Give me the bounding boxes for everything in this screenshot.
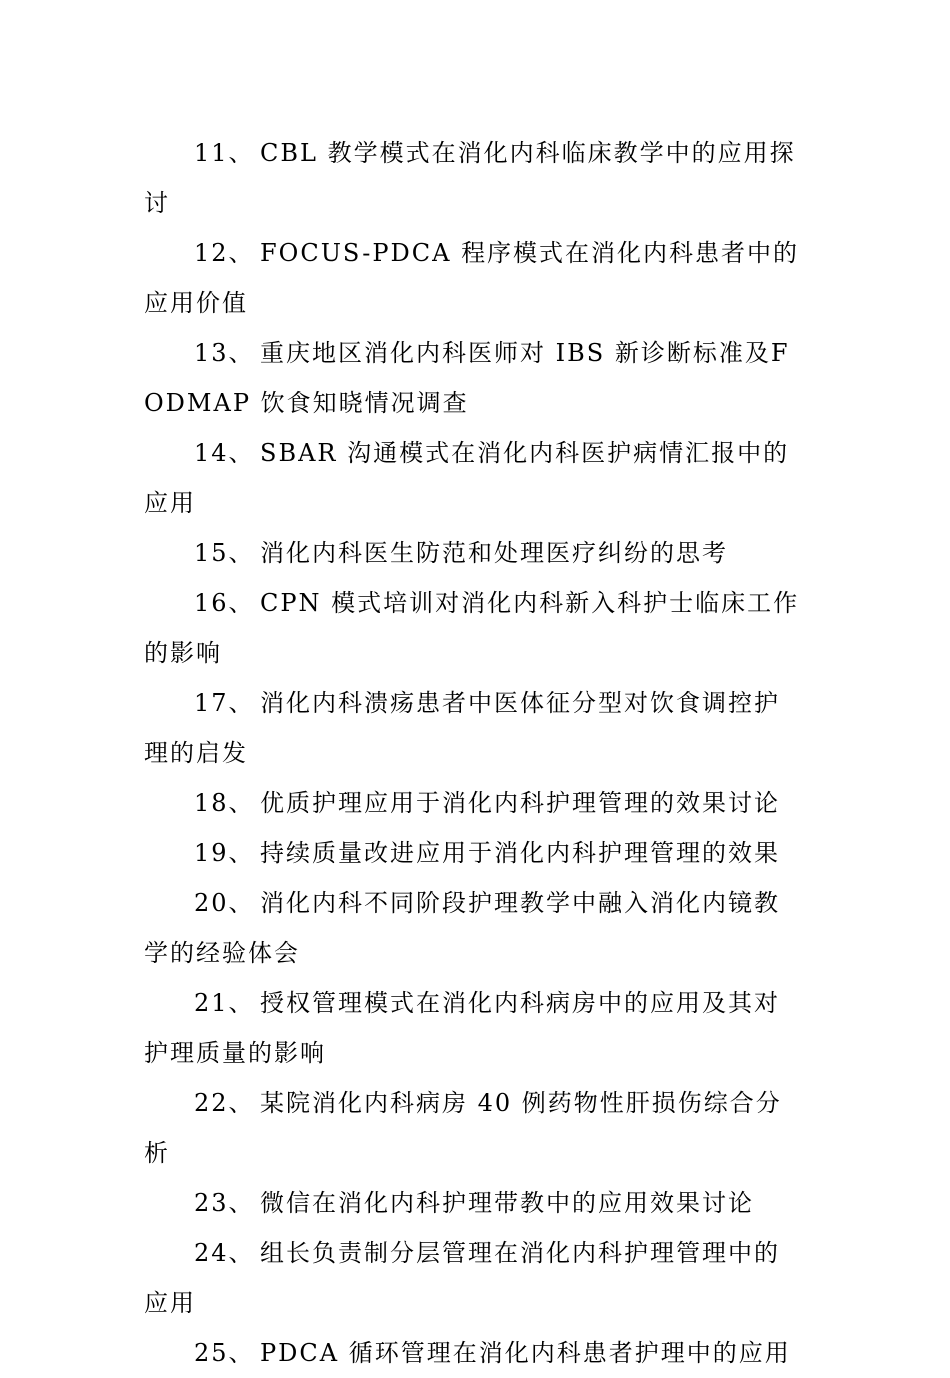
item-text: 微信在消化内科护理带教中的应用效果讨论	[260, 1189, 754, 1217]
item-text: FOCUS-PDCA 程序模式在消化内科患者中的应用价值	[144, 239, 800, 317]
item-text: 消化内科医生防范和处理医疗纠纷的思考	[260, 539, 728, 567]
item-number: 11、	[194, 139, 255, 167]
item-text: 消化内科溃疡患者中医体征分型对饮食调控护理的启发	[144, 689, 780, 767]
item-text: PDCA 循环管理在消化内科患者护理中的应用	[260, 1339, 791, 1367]
list-item	[144, 778, 804, 828]
item-text: 持续质量改进应用于消化内科护理管理的效果	[260, 839, 780, 867]
list-item	[144, 428, 804, 528]
list-item	[144, 528, 804, 578]
item-number: 15、	[194, 539, 255, 567]
list-item	[144, 1228, 804, 1328]
item-number: 22、	[194, 1089, 255, 1117]
item-number: 16、	[194, 589, 255, 617]
item-number: 19、	[194, 839, 255, 867]
list-item	[144, 1178, 804, 1228]
item-text: 授权管理模式在消化内科病房中的应用及其对护理质量的影响	[144, 989, 780, 1067]
item-number: 23、	[194, 1189, 255, 1217]
item-number: 20、	[194, 889, 255, 917]
item-number: 12、	[194, 239, 255, 267]
item-number: 17、	[194, 689, 255, 717]
list-item	[144, 1078, 804, 1178]
item-text: CBL 教学模式在消化内科临床教学中的应用探讨	[144, 139, 796, 217]
list-item	[144, 1328, 804, 1378]
item-number: 21、	[194, 989, 255, 1017]
item-text: CPN 模式培训对消化内科新入科护士临床工作的影响	[144, 589, 800, 667]
list-item	[144, 878, 804, 978]
list-item	[144, 328, 804, 428]
item-number: 18、	[194, 789, 255, 817]
item-text: 优质护理应用于消化内科护理管理的效果讨论	[260, 789, 780, 817]
item-number: 25、	[194, 1339, 255, 1367]
topic-list	[144, 128, 804, 1378]
item-number: 14、	[194, 439, 255, 467]
item-text: 消化内科不同阶段护理教学中融入消化内镜教学的经验体会	[144, 889, 780, 967]
list-item	[144, 228, 804, 328]
item-text: 某院消化内科病房 40 例药物性肝损伤综合分析	[144, 1089, 782, 1167]
list-item	[144, 978, 804, 1078]
list-item	[144, 578, 804, 678]
item-text: SBAR 沟通模式在消化内科医护病情汇报中的应用	[144, 439, 790, 517]
list-item	[144, 678, 804, 778]
list-item	[144, 828, 804, 878]
item-number: 13、	[194, 339, 255, 367]
item-number: 24、	[194, 1239, 255, 1267]
item-text: 组长负责制分层管理在消化内科护理管理中的应用	[144, 1239, 780, 1317]
list-item	[144, 128, 804, 228]
item-text: 重庆地区消化内科医师对 IBS 新诊断标准及FODMAP 饮食知晓情况调查	[144, 339, 790, 417]
